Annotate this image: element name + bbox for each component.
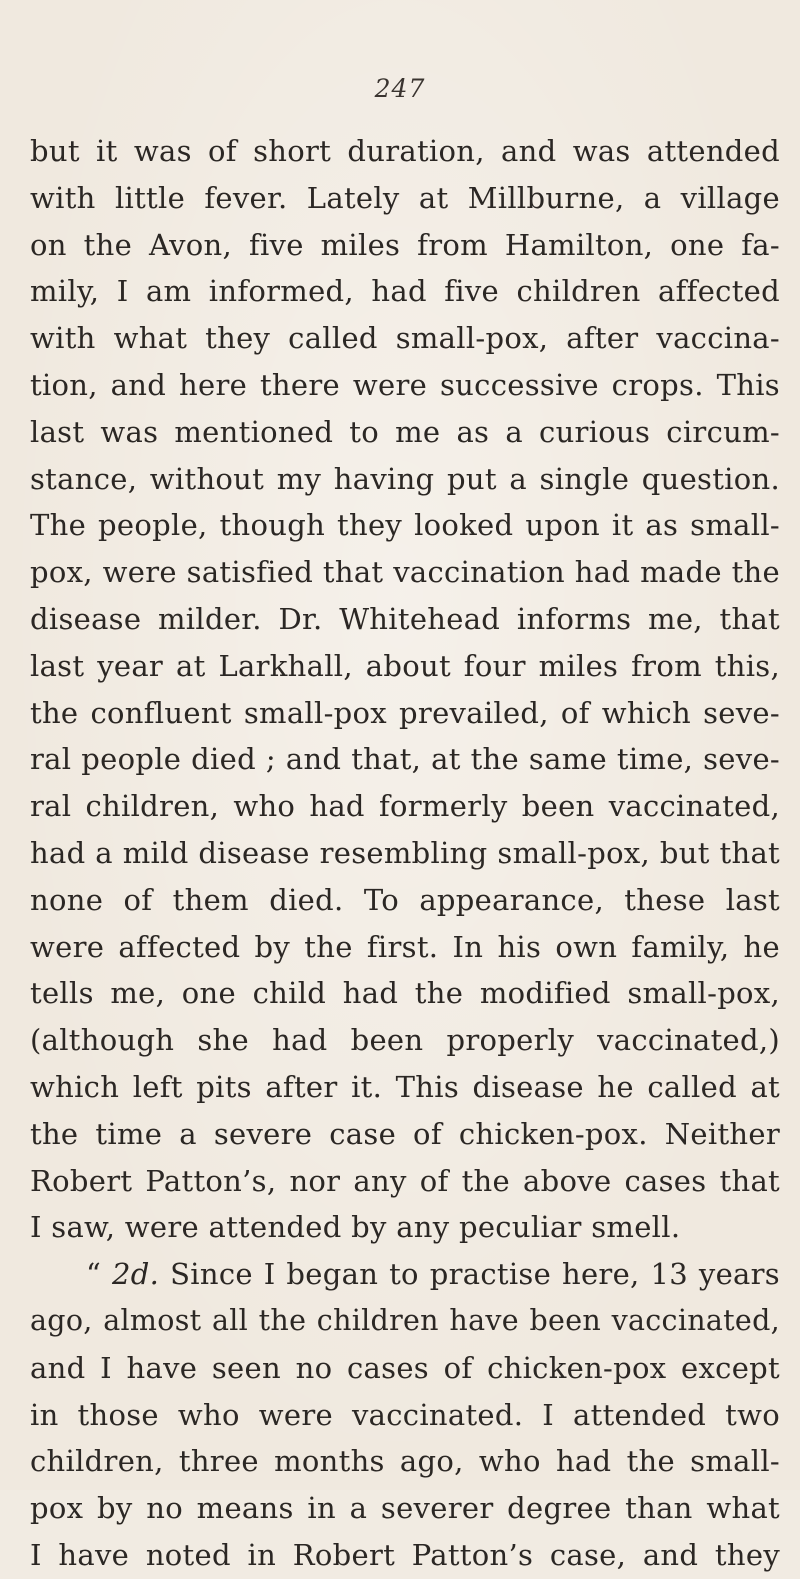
text-line: children, three months ago, who had the small- — [30, 1444, 780, 1479]
text-line: on the Avon, five miles from Hamilton, one fa- — [30, 227, 780, 262]
text-line: I have noted in Robert Patton’s case, and they — [30, 1537, 780, 1572]
text-line: in those who were vaccinated. I attended two — [30, 1397, 780, 1432]
page-number: 247 — [374, 74, 426, 103]
open-quote: “ — [86, 1257, 113, 1292]
text-line: were affected by the first. In his own family, he — [30, 929, 780, 964]
text-line: Robert Patton’s, nor any of the above cases that — [30, 1163, 780, 1198]
text-line: had a mild disease resembling small-pox, but that — [30, 835, 780, 870]
text-line: mily, I am informed, had five children affected — [30, 274, 780, 309]
text-line: but it was of short duration, and was attended — [30, 134, 780, 168]
text-line: which left pits after it. This disease he called at — [30, 1069, 780, 1104]
text-line: ral children, who had formerly been vaccinated, — [30, 789, 780, 824]
text-line: last was mentioned to me as a curious circum- — [30, 414, 780, 449]
text-line: The people, though they looked upon it as small- — [30, 508, 780, 543]
text-line: and I have seen no cases of chicken-pox except — [30, 1350, 780, 1385]
text-line: ago, almost all the children have been vaccinated, — [30, 1303, 780, 1337]
text-line: the time a severe case of chicken-pox. Neither — [30, 1116, 780, 1151]
section-numeral: 2d. — [112, 1257, 160, 1292]
text-line: stance, without my having put a single question. — [30, 461, 780, 496]
text-line: with little fever. Lately at Millburne, a village — [30, 180, 780, 215]
first-line-text: Since I began to practise here, 13 years — [159, 1257, 780, 1292]
text-line: with what they called small-pox, after vaccina- — [30, 321, 780, 356]
text-line: none of them died. To appearance, these last — [30, 882, 780, 917]
text-line: disease milder. Dr. Whitehead informs me, that — [30, 601, 780, 636]
text-line: pox, were satisfied that vaccination had made the — [30, 555, 780, 590]
text-line: pox by no means in a severer degree than what — [30, 1491, 780, 1526]
text-line: the confluent small-pox prevailed, of which seve- — [30, 695, 780, 730]
text-line: ral people died ; and that, at the same time, seve- — [30, 742, 780, 777]
text-line: tion, and here there were successive crops. This — [30, 367, 780, 402]
text-line: last year at Larkhall, about four miles from this, — [30, 648, 780, 683]
text-line: (although she had been properly vaccinated,) — [30, 1023, 780, 1058]
paragraph-end-line: I saw, were attended by any peculiar smell. — [30, 1210, 681, 1245]
body-text — [30, 128, 780, 1579]
text-line: tells me, one child had the modified small-pox, — [30, 976, 780, 1011]
paragraph-start-line — [30, 1251, 780, 1298]
